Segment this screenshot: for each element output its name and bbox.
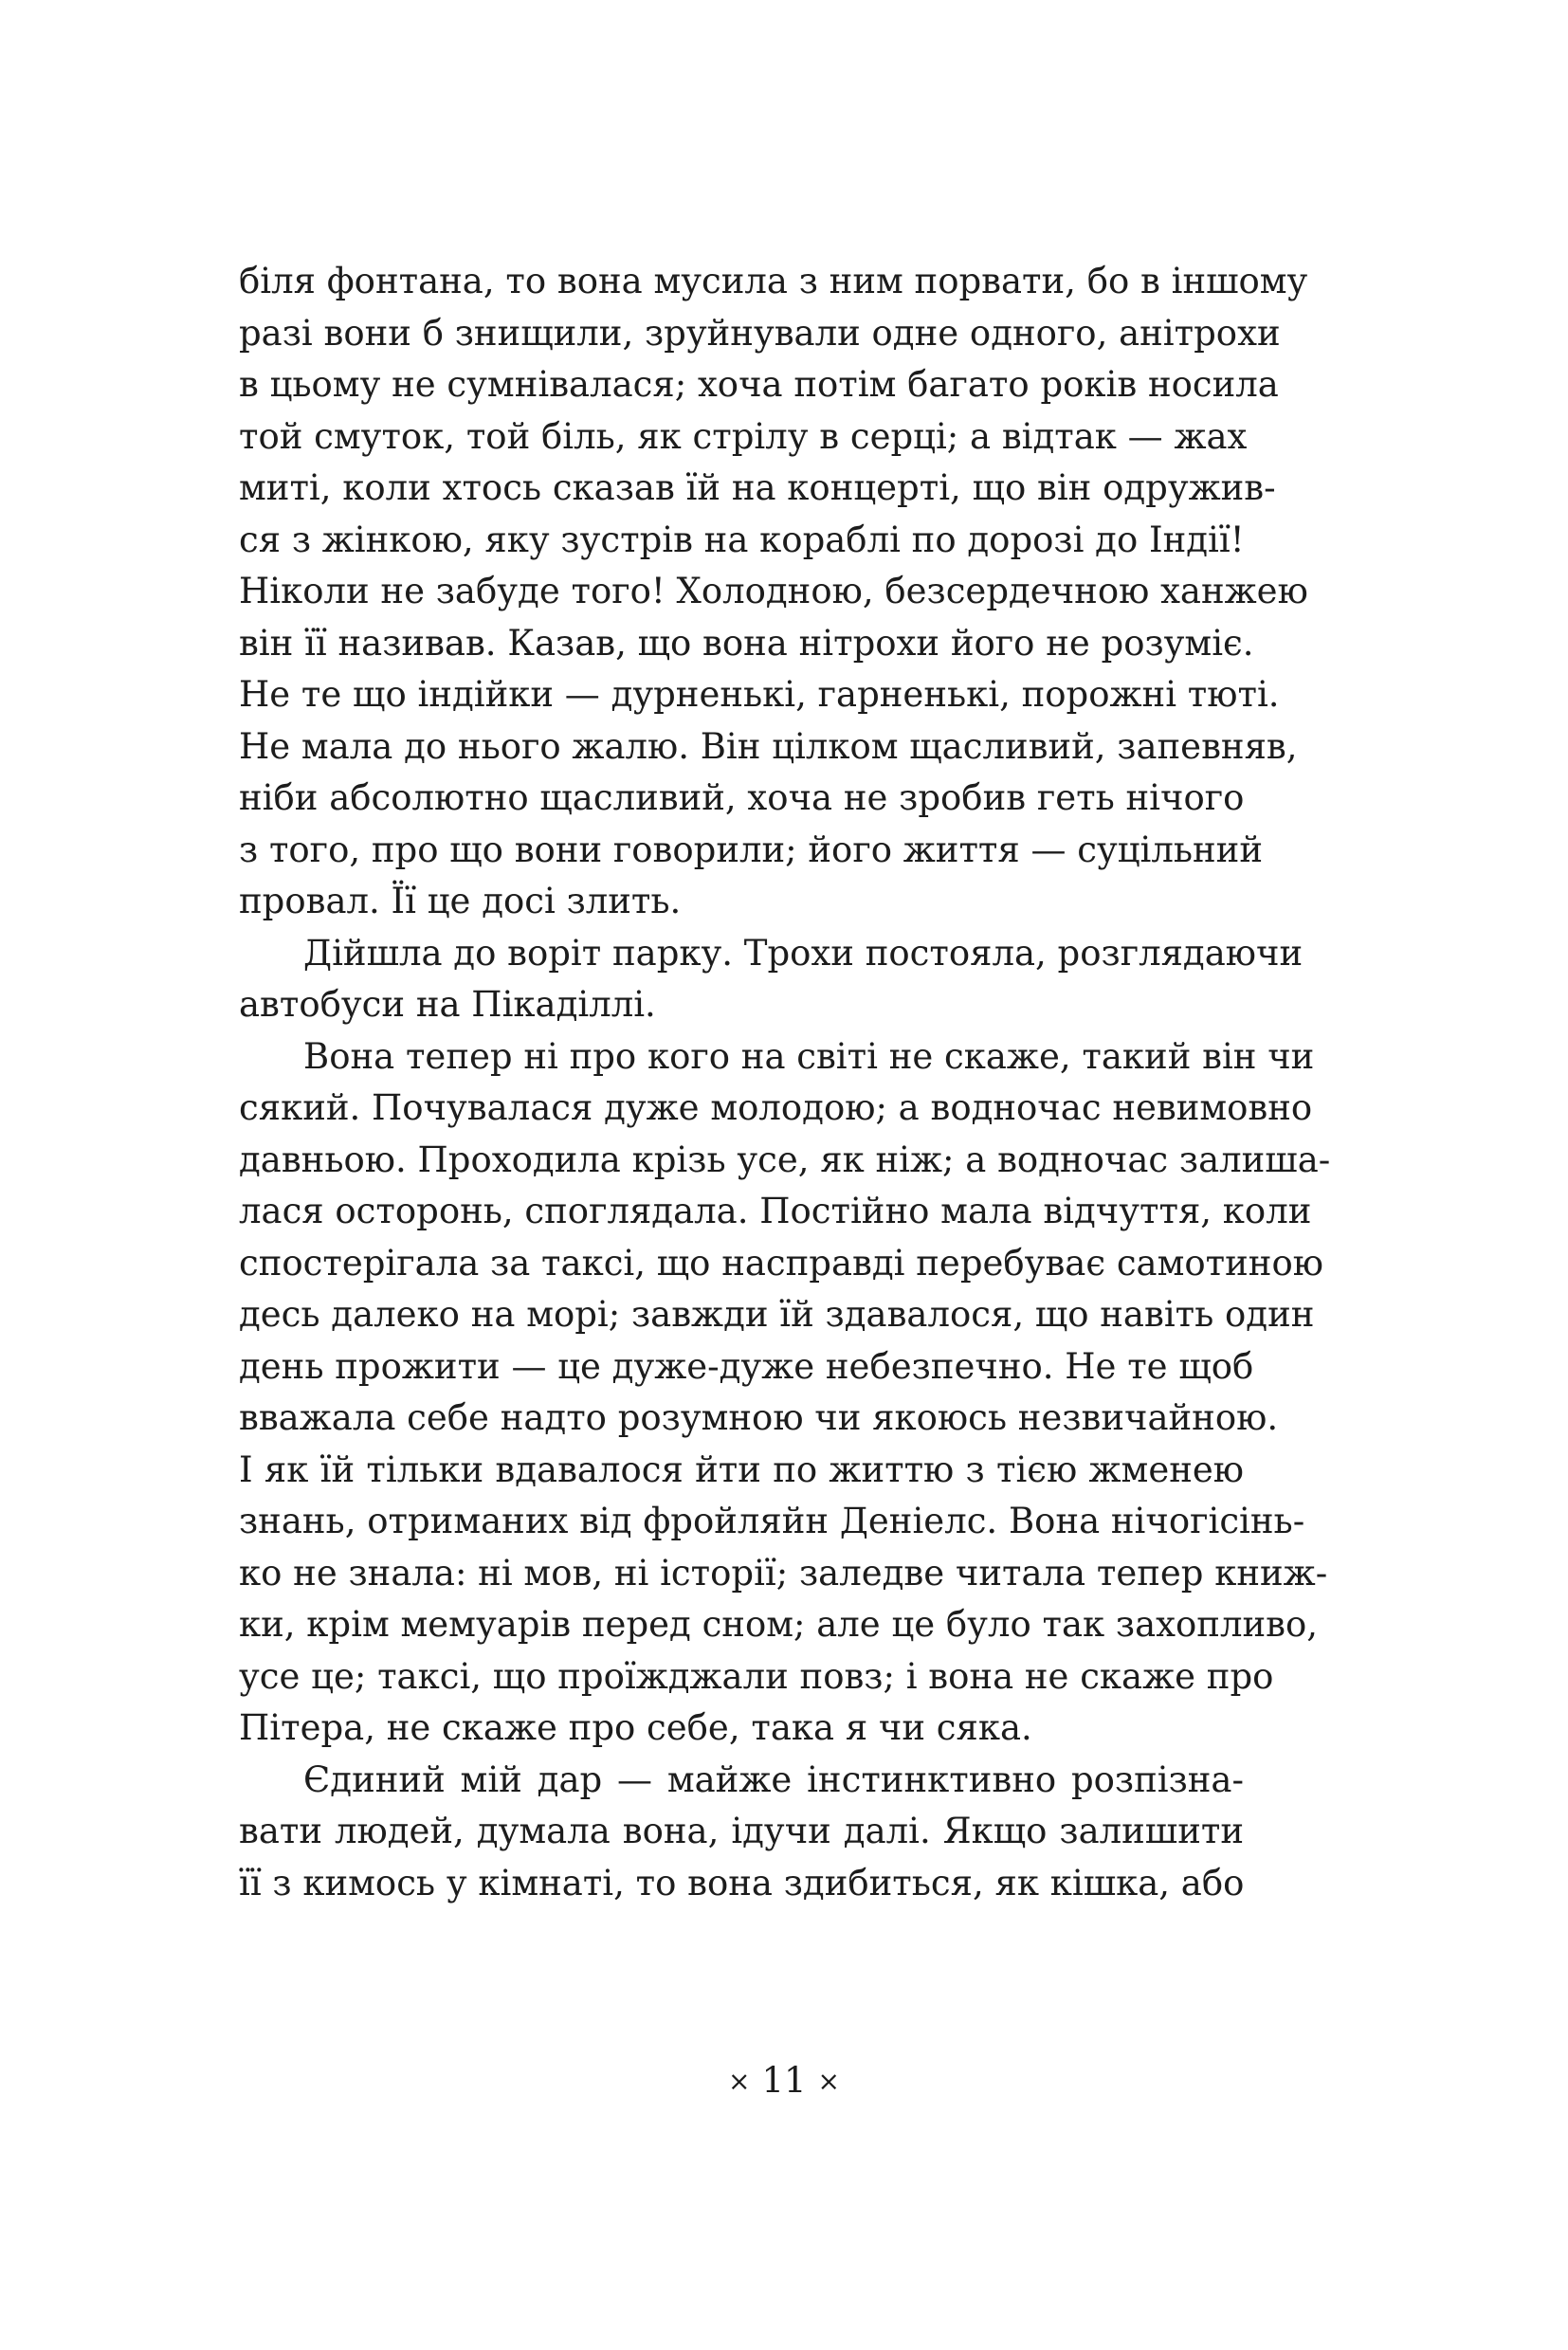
text-line: ніби абсолютно щасливий, хоча не зробив геть нічого	[239, 777, 1245, 818]
text-line: день прожити — це дуже-дуже небезпечно. Не те щоб	[239, 1345, 1254, 1387]
text-line: в цьому не сумнівалася; хоча потім багато років носила	[239, 364, 1279, 405]
paragraph	[239, 1755, 1244, 1910]
text-line: І як їй тільки вдавалося йти по життю з тією жменею	[239, 1448, 1244, 1490]
text-line: Не мала до нього жалю. Він цілком щасливий, запевняв,	[239, 725, 1298, 767]
text-line: вважала себе надто розумною чи якоюсь незвичайною.	[239, 1397, 1279, 1438]
text-line: Дійшла до воріт парку. Трохи постояла, розглядаючи	[303, 932, 1304, 974]
text-line: її з кимось у кімнаті, то вона здибиться, як кішка, або	[239, 1862, 1245, 1904]
text-line: автобуси на Пікаділлі.	[239, 984, 656, 1025]
page-number-value: 11	[761, 2060, 807, 2101]
text-line: він її називав. Казав, що вона нітрохи його не розуміє.	[239, 622, 1254, 664]
text-line: ко не знала: ні мов, ні історії; заледве читала тепер книж-	[239, 1552, 1328, 1594]
text-line: ки, крім мемуарів перед сном; але це було так захопливо,	[239, 1604, 1318, 1645]
text-line: спостерігала за таксі, що насправді перебуває самотиною	[239, 1242, 1323, 1284]
text-line: провал. Її це досі злить.	[239, 881, 682, 921]
text-line: давньою. Проходила крізь усе, як ніж; а водночас залиша-	[239, 1139, 1331, 1180]
folio-mark-left: ×	[727, 2066, 751, 2097]
text-line: лася осторонь, споглядала. Постійно мала відчуття, коли	[239, 1191, 1312, 1231]
text-line: Не те що індійки — дурненькі, гарненькі, порожні тюті.	[239, 674, 1280, 715]
text-line: біля фонтана, то вона мусила з ним порвати, бо в іншому	[239, 261, 1308, 301]
paragraph	[239, 1031, 1331, 1755]
text-line: вати людей, думала вона, ідучи далі. Якщо залишити	[239, 1811, 1244, 1851]
paragraph	[239, 256, 1308, 928]
text-line: Єдиний мій дар — майже інстинктивно розпізна-	[303, 1758, 1244, 1800]
text-line: з того, про що вони говорили; його життя — суцільний	[239, 829, 1263, 870]
text-line: той смуток, той біль, як стрілу в серці; а відтак — жах	[239, 415, 1248, 457]
text-line: сякий. Почувалася дуже молодою; а водночас невимовно	[239, 1087, 1313, 1128]
text-line: Ніколи не забуде того! Холодною, безсердечною ханжею	[239, 571, 1308, 611]
text-line: Вона тепер ні про кого на світі не скаже, такий він чи	[303, 1035, 1315, 1077]
text-line: Пітера, не скаже про себе, така я чи сяка.	[239, 1707, 1032, 1748]
body-text	[239, 256, 1331, 1909]
paragraph	[239, 928, 1304, 1031]
text-line: миті, коли хтось сказав їй на концерті, що він одружив-	[239, 467, 1276, 508]
page-number	[0, 2055, 1568, 2107]
folio-mark-right: ×	[817, 2066, 841, 2097]
text-line: знань, отриманих від фройляйн Деніелс. Вона нічогісінь-	[239, 1501, 1305, 1541]
text-line: усе це; таксі, що проїжджали повз; і вона не скаже про	[239, 1655, 1274, 1697]
text-line: ся з жінкою, яку зустрів на кораблі по дорозі до Індії!	[239, 519, 1245, 560]
text-line: разі вони б знищили, зруйнували одне одного, анітрохи	[239, 312, 1281, 354]
text-line: десь далеко на морі; завжди їй здавалося, що навіть один	[239, 1294, 1315, 1335]
